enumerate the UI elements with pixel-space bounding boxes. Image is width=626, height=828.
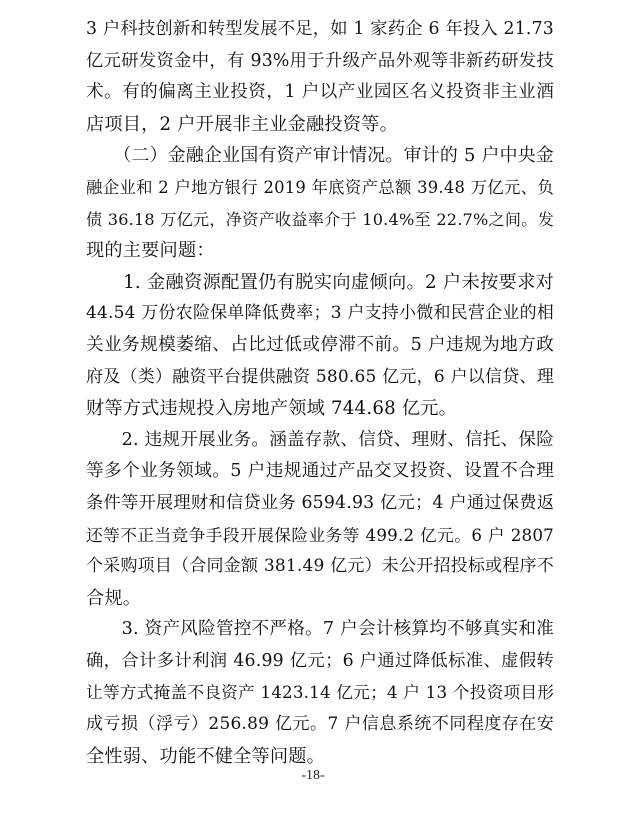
paragraph-item-3 <box>86 614 554 772</box>
paragraph-item-1 <box>86 267 554 425</box>
text-line: 条件等开展理财和信贷业务 6594.93 亿元；4 户通过保费返 <box>86 492 555 513</box>
text-line: 融企业和 2 户地方银行 2019 年底资产总额 39.48 万亿元、负 <box>86 177 554 197</box>
paragraph-financial-audit <box>86 140 554 266</box>
paragraph-item-2 <box>86 425 554 615</box>
text-line: 还等不正当竞争手段开展保险业务等 499.2 亿元。6 户 2807 <box>86 524 554 545</box>
text-line: 3 户科技创新和转型发展不足，如 1 家药企 6 年投入 21.73 <box>86 19 554 39</box>
section-heading-line: （二）金融企业国有资产审计情况。审计的 5 户中央金 <box>86 145 554 167</box>
text-line: 亿元研发资金中，有 93%用于升级产品外观等非新药研发技 <box>86 50 554 71</box>
text-line: 2. 违规开展业务。涵盖存款、信贷、理财、信托、保险 <box>86 429 554 450</box>
text-line: 现的主要问题： <box>86 240 215 262</box>
text-line: 1. 金融资源配置仍有脱实向虚倾向。2 户未按要求对 <box>86 271 554 293</box>
text-line: 关业务规模萎缩、占比过低或停滞不前。5 户违规为地方政 <box>86 334 554 355</box>
text-line: 44.54 万份农险保单降低费率；3 户支持小微和民营企业的相 <box>86 303 554 324</box>
text-line: 让等方式掩盖不良资产 1423.14 亿元；4 户 13 个投资项目形 <box>86 682 555 703</box>
text-line: 等多个业务领域。5 户违规通过产品交叉投资、设置不合理 <box>86 461 554 482</box>
text-line: 府及（类）融资平台提供融资 580.65 亿元，6 户以信贷、理 <box>86 366 554 387</box>
text-line: 财等方式违规投入房地产领域 744.68 亿元。 <box>86 398 458 420</box>
text-line: 成亏损（浮亏）256.89 亿元。7 户信息系统不同程度存在安 <box>86 714 554 735</box>
text-line: 全性弱、功能不健全等问题。 <box>86 745 326 767</box>
text-line: 个采购项目（合同金额 381.49 亿元）未公开招投标或程序不 <box>86 556 554 577</box>
page-number: -18- <box>301 768 325 783</box>
text-line: 店项目，2 户开展非主业金融投资等。 <box>86 113 398 135</box>
paragraph-tech-innovation <box>86 14 554 140</box>
text-line: 3. 资产风险管控不严格。7 户会计核算均不够真实和准 <box>86 619 554 640</box>
text-line: 术。有的偏离主业投资，1 户以产业园区名义投资非主业酒 <box>86 82 554 103</box>
text-line: 合规。 <box>86 587 142 609</box>
text-line: 确，合计多计利润 46.99 亿元；6 户通过降低标准、虚假转 <box>86 650 554 671</box>
text-line: 债 36.18 万亿元，净资产收益率介于 10.4%至 22.7%之间。发 <box>86 209 554 229</box>
document-body <box>86 14 554 772</box>
